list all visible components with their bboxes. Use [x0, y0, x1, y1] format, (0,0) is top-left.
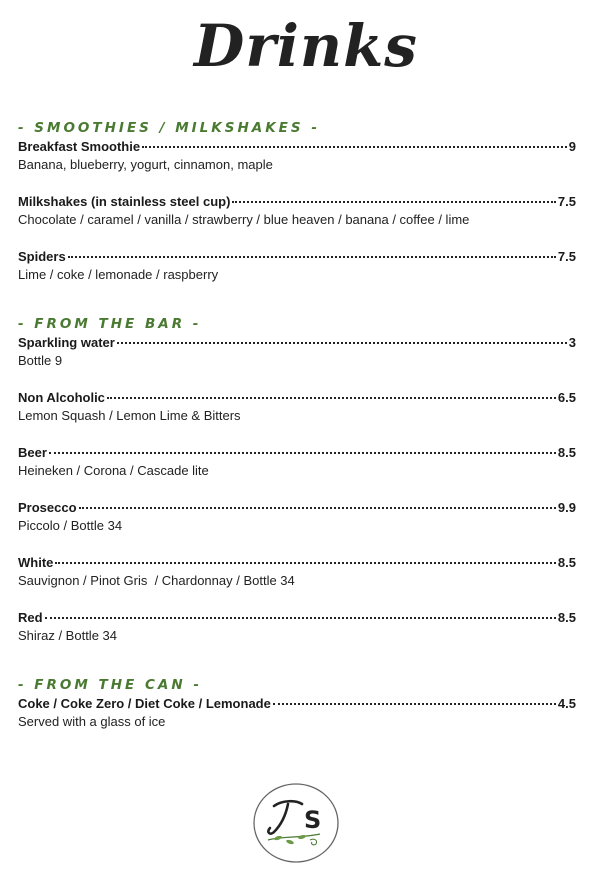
- menu-item: [18, 695, 576, 731]
- item-name: White: [18, 555, 54, 570]
- menu-item: [18, 554, 576, 590]
- menu-item: [18, 609, 576, 645]
- item-price: 6.5: [557, 390, 576, 405]
- item-description: Banana, blueberry, yogurt, cinnamon, maple: [18, 157, 273, 172]
- dot-leader: [142, 146, 567, 148]
- section-from-the-bar: [18, 316, 576, 645]
- item-description: Chocolate / caramel / vanilla / strawberry / blue heaven / banana / coffee / lime: [18, 212, 470, 227]
- item-name: Prosecco: [18, 500, 77, 515]
- item-description: Piccolo / Bottle 34: [18, 518, 123, 533]
- item-price: 7.5: [557, 249, 576, 264]
- item-description: Served with a glass of ice: [18, 714, 166, 729]
- dot-leader: [49, 452, 556, 454]
- item-price: 8.5: [557, 445, 576, 460]
- dot-leader: [117, 342, 567, 344]
- section-smoothies: [18, 120, 576, 284]
- menu-content: [18, 120, 576, 763]
- item-name: Milkshakes (in stainless steel cup): [18, 194, 231, 209]
- menu-item: [18, 193, 576, 229]
- item-description: Shiraz / Bottle 34: [18, 628, 117, 643]
- item-description: Heineken / Corona / Cascade lite: [18, 463, 209, 478]
- item-name: Red: [18, 610, 43, 625]
- item-name: Non Alcoholic: [18, 390, 105, 405]
- section-title: - FROM THE BAR -: [18, 316, 202, 332]
- item-name: Beer: [18, 445, 47, 460]
- item-description: Lime / coke / lemonade / raspberry: [18, 267, 219, 282]
- item-price: 8.5: [557, 555, 576, 570]
- section-from-the-can: [18, 677, 576, 731]
- item-name: Sparkling water: [18, 335, 115, 350]
- menu-item: [18, 334, 576, 370]
- svg-text:S: S: [304, 806, 322, 834]
- item-price: 3: [568, 335, 576, 350]
- ts-monogram-logo: [252, 782, 340, 864]
- item-description: Bottle 9: [18, 353, 63, 368]
- item-name: Breakfast Smoothie: [18, 139, 141, 154]
- section-title: - SMOOTHIES / MILKSHAKES -: [18, 120, 320, 136]
- item-price: 7.5: [557, 194, 576, 209]
- item-price: 8.5: [557, 610, 576, 625]
- dot-leader: [79, 507, 556, 509]
- menu-item: [18, 499, 576, 535]
- dot-leader: [55, 562, 556, 564]
- menu-item: [18, 444, 576, 480]
- menu-item: [18, 138, 576, 174]
- menu-item: [18, 248, 576, 284]
- item-description: Sauvignon / Pinot Gris / Chardonnay / Bottle 34: [18, 573, 295, 588]
- dot-leader: [45, 617, 556, 619]
- dot-leader: [273, 703, 556, 705]
- item-price: 4.5: [557, 696, 576, 711]
- page-title: Drinks: [194, 12, 418, 80]
- dot-leader: [107, 397, 556, 399]
- item-name: Spiders: [18, 249, 66, 264]
- item-description: Lemon Squash / Lemon Lime & Bitters: [18, 408, 241, 423]
- dot-leader: [68, 256, 556, 258]
- item-price: 9.9: [557, 500, 576, 515]
- menu-item: [18, 389, 576, 425]
- section-title: - FROM THE CAN -: [18, 677, 202, 693]
- item-name: Coke / Coke Zero / Diet Coke / Lemonade: [18, 696, 271, 711]
- dot-leader: [232, 201, 556, 203]
- item-price: 9: [568, 139, 576, 154]
